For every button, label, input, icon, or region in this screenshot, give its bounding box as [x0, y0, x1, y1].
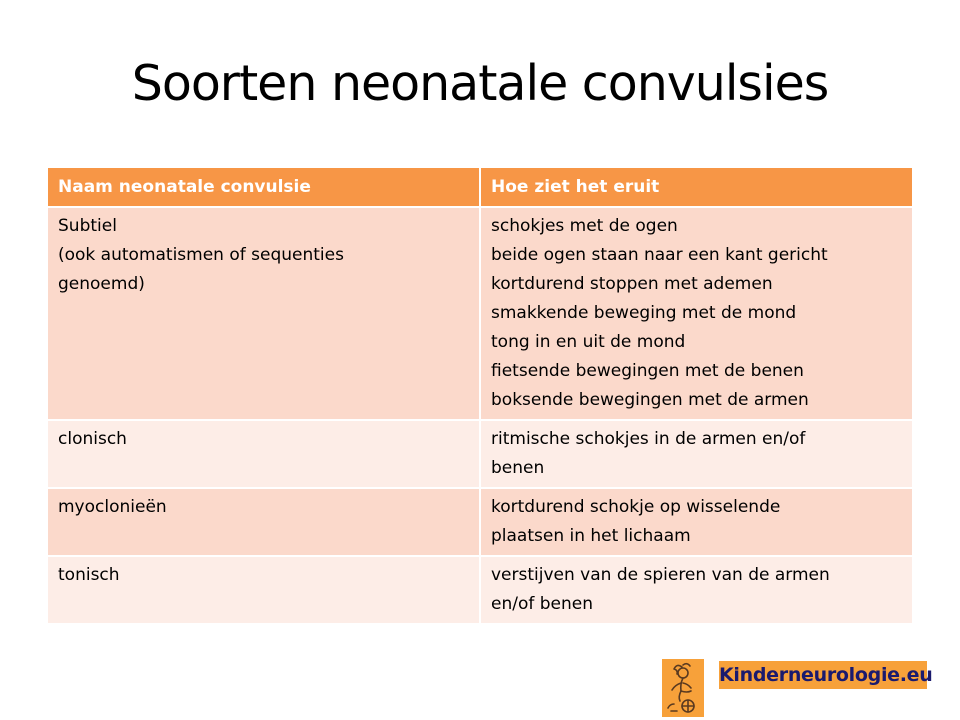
child-figure-icon [662, 659, 704, 717]
cell-line: tong in en uit de mond [491, 332, 686, 352]
cell-line: schokjes met de ogen [491, 216, 678, 236]
cell-description [480, 556, 912, 623]
cell-description [480, 488, 912, 556]
table-row [48, 207, 912, 420]
cell-line: Subtiel [58, 216, 117, 236]
cell-line: beide ogen staan naar een kant gericht [491, 245, 828, 265]
cell-name [48, 556, 480, 623]
cell-name [48, 488, 480, 556]
convulsion-table [48, 168, 912, 623]
cell-line: fietsende bewegingen met de benen [491, 361, 804, 381]
cell-name [48, 420, 480, 488]
table-row [48, 420, 912, 488]
cell-line: genoemd) [58, 274, 145, 294]
cell-line: verstijven van de spieren van de armen [491, 565, 830, 585]
table-row [48, 488, 912, 556]
cell-line: kortdurend stoppen met ademen [491, 274, 773, 294]
cell-description [480, 207, 912, 420]
cell-line: plaatsen in het lichaam [491, 526, 691, 546]
cell-name [48, 207, 480, 420]
header-description: Hoe ziet het eruit [480, 168, 912, 207]
cell-line: tonisch [58, 565, 120, 585]
cell-line: kortdurend schokje op wisselende [491, 497, 781, 517]
cell-line: clonisch [58, 429, 127, 449]
brand-logo-text: Kinderneurologie.eu [719, 661, 927, 689]
cell-line: (ook automatismen of sequenties [58, 245, 344, 265]
header-name: Naam neonatale convulsie [48, 168, 480, 207]
cell-line: myoclonieën [58, 497, 167, 517]
cell-line: boksende bewegingen met de armen [491, 390, 809, 410]
table-row [48, 556, 912, 623]
cell-line: ritmische schokjes in de armen en/of [491, 429, 806, 449]
table-header-row [48, 168, 912, 207]
cell-description [480, 420, 912, 488]
cell-line: en/of benen [491, 594, 594, 614]
cell-line: benen [491, 458, 545, 478]
slide-title: Soorten neonatale convulsies [131, 55, 829, 112]
cell-line: smakkende beweging met de mond [491, 303, 797, 323]
